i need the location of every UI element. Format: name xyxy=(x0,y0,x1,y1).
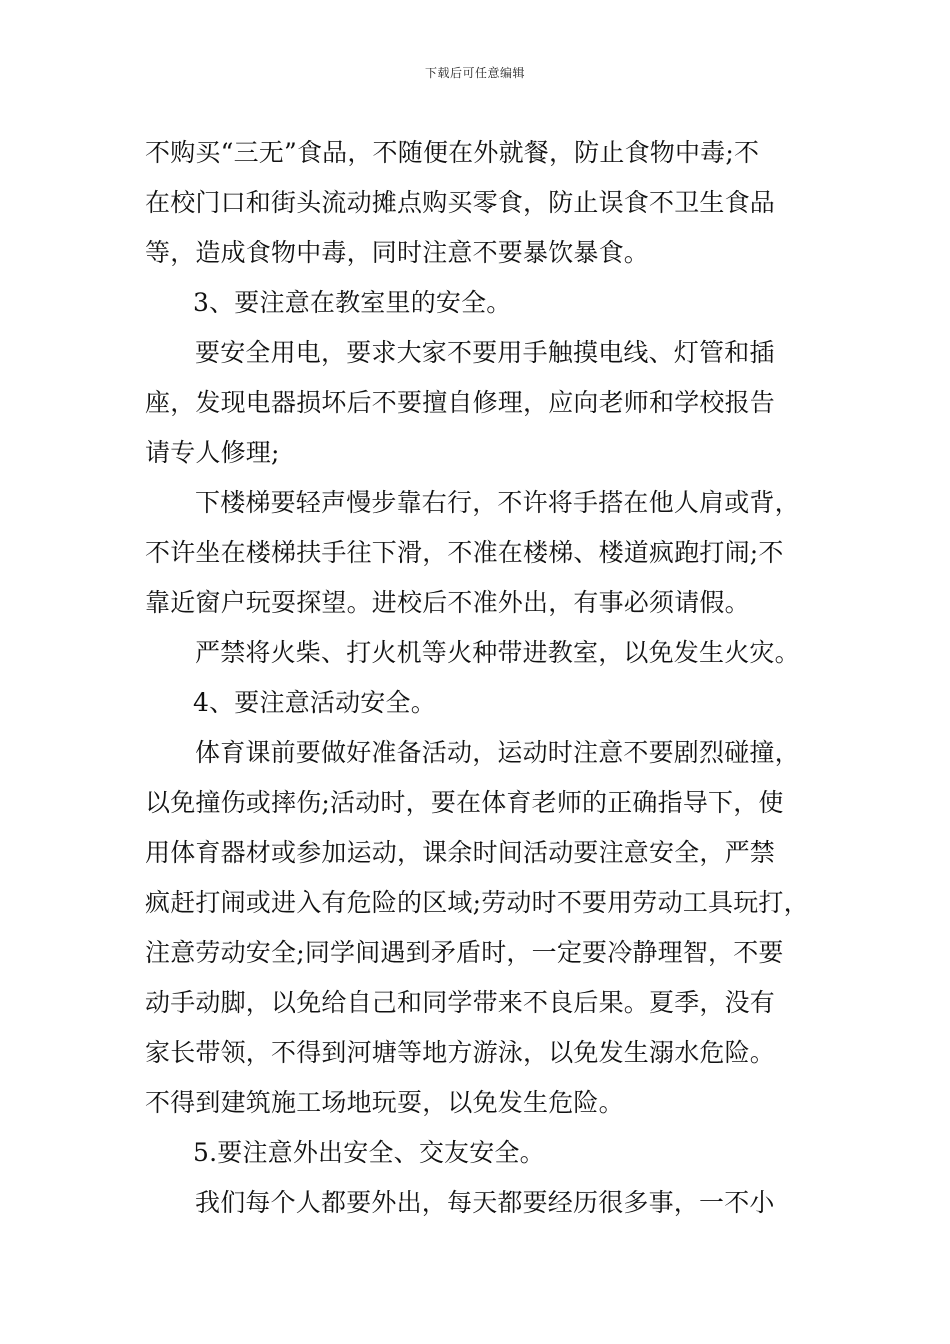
text-line: 请专人修理; xyxy=(145,438,280,467)
page-header: 下载后可任意编辑 xyxy=(424,66,525,80)
text-line: 体育课前要做好准备活动，运动时注意不要剧烈碰撞， xyxy=(195,738,800,767)
text-line: 要安全用电，要求大家不要用手触摸电线、灯管和插 xyxy=(195,338,775,367)
body-text xyxy=(145,128,810,1228)
text-line: 座，发现电器损坏后不要擅自修理，应向老师和学校报告 xyxy=(145,388,776,417)
text-line: 下楼梯要轻声慢步靠右行，不许将手搭在他人肩或背， xyxy=(195,488,800,517)
section-heading: 3、要注意在教室里的安全。 xyxy=(193,288,512,317)
section-heading: 4、要注意活动安全。 xyxy=(193,688,436,717)
section-heading: 5.要注意外出安全、交友安全。 xyxy=(193,1138,545,1167)
text-line: 疯赶打闹或进入有危险的区域;劳动时不要用劳动工具玩打， xyxy=(145,888,809,917)
text-line: 不得到建筑施工场地玩耍，以免发生危险。 xyxy=(145,1088,624,1117)
text-line: 不许坐在楼梯扶手往下滑，不准在楼梯、楼道疯跑打闹;不 xyxy=(145,538,784,567)
text-line: 不购买“三无”食品，不随便在外就餐，防止食物中毒;不 xyxy=(145,138,760,167)
text-line: 家长带领，不得到河塘等地方游泳，以免发生溺水危险。 xyxy=(145,1038,776,1067)
text-line: 严禁将火柴、打火机等火种带进教室，以免发生火灾。 xyxy=(195,638,800,667)
text-line: 以免撞伤或摔伤;活动时，要在体育老师的正确指导下，使 xyxy=(145,788,784,817)
text-line: 注意劳动安全;同学间遇到矛盾时，一定要冷静理智，不要 xyxy=(145,938,784,967)
text-line: 等，造成食物中毒，同时注意不要暴饮暴食。 xyxy=(145,238,650,267)
text-line: 在校门口和街头流动摊点购买零食，防止误食不卫生食品 xyxy=(145,188,776,217)
text-line: 我们每个人都要外出，每天都要经历很多事，一不小 xyxy=(195,1188,775,1217)
text-line: 用体育器材或参加运动，课余时间活动要注意安全，严禁 xyxy=(145,838,776,867)
text-line: 动手动脚，以免给自己和同学带来不良后果。夏季，没有 xyxy=(145,988,776,1017)
text-line: 靠近窗户玩耍探望。进校后不准外出，有事必须请假。 xyxy=(145,588,750,617)
